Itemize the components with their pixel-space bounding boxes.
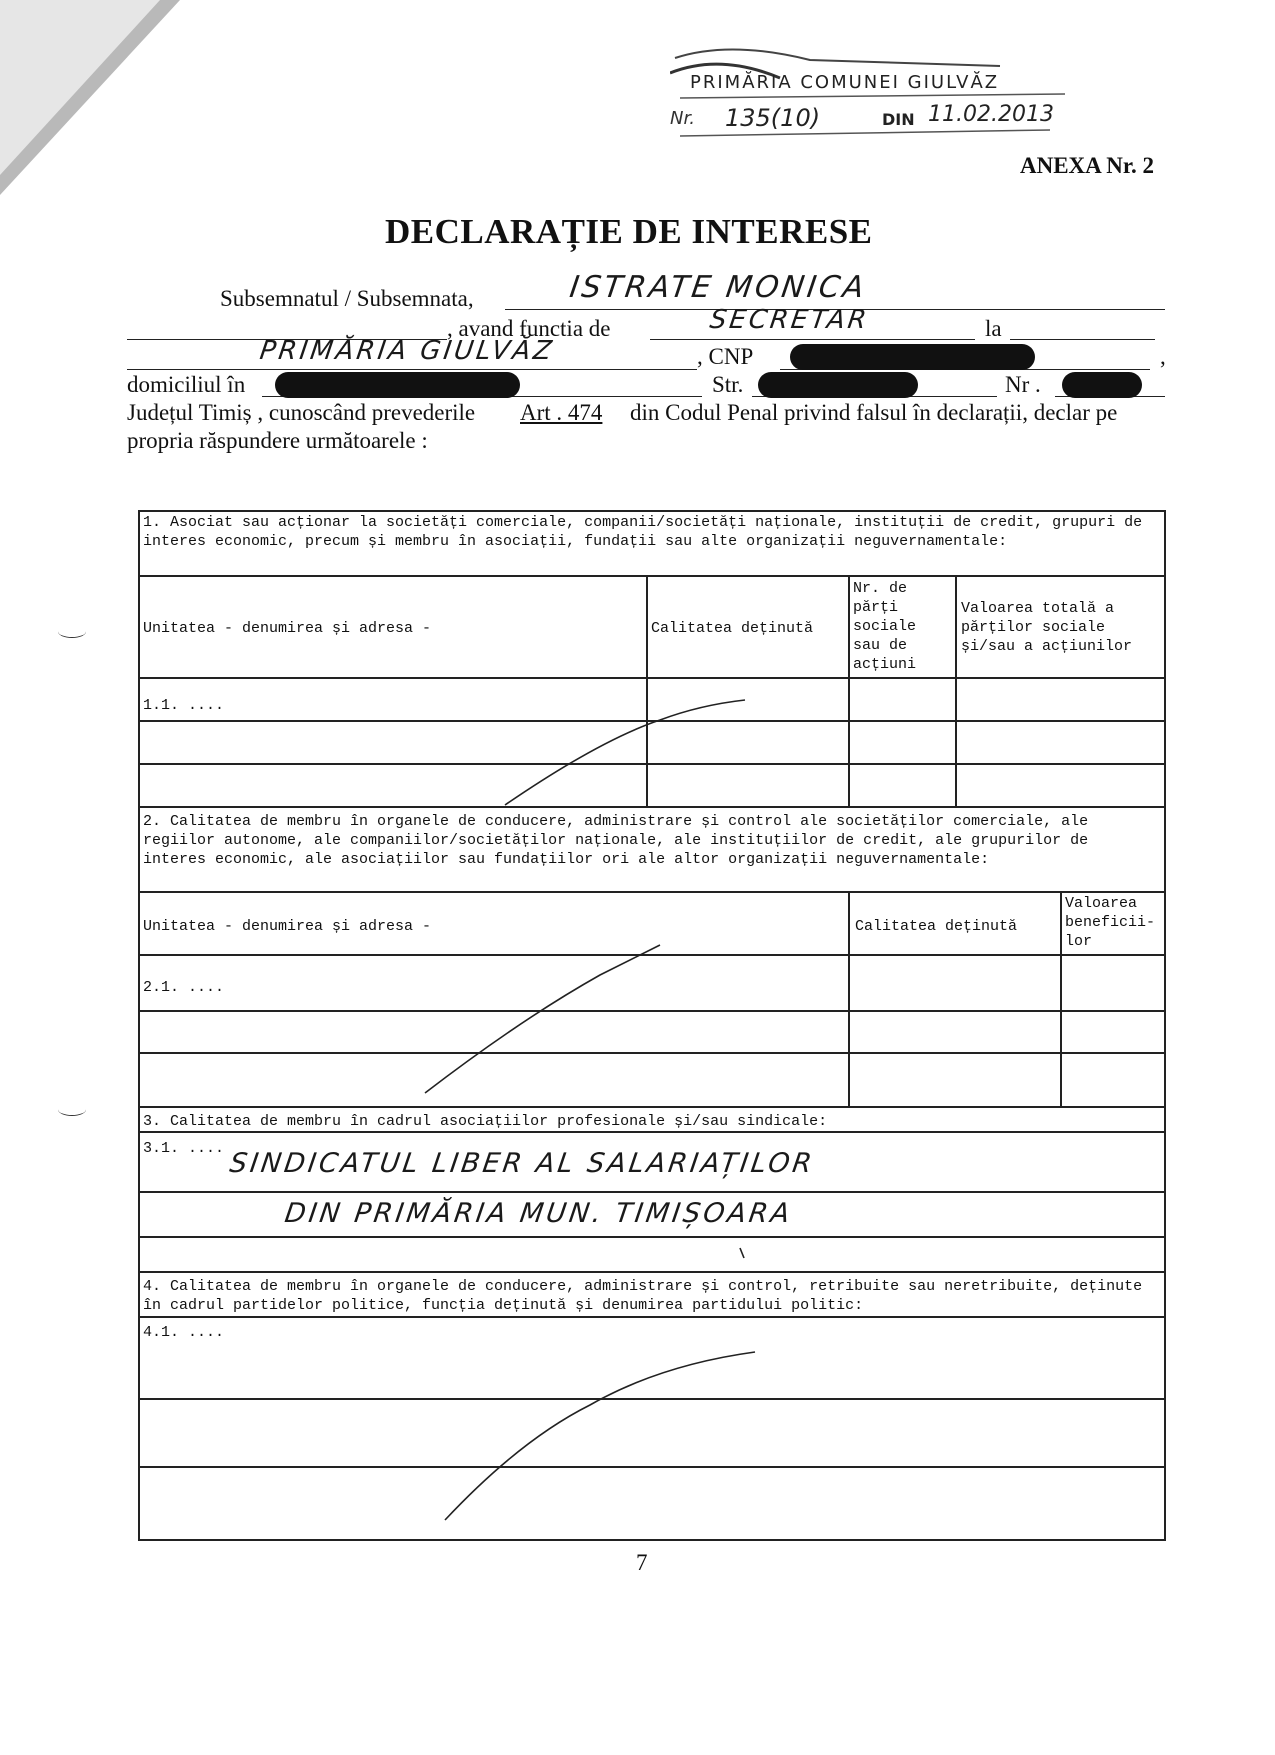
number-label: Nr . [1005, 372, 1041, 397]
section2-col-benefits: Valoarea beneficii-lor [1065, 895, 1156, 950]
judet-text: Județul Timiș , cunoscând prevederile [127, 400, 476, 425]
subsemnatul-label: Subsemnatul / Subsemnata, [220, 286, 474, 311]
declarant-function: SECRETAR [707, 305, 872, 335]
section3-handwritten-line2: DIN PRIMĂRIA MUN. TIMIȘOARA [282, 1198, 795, 1229]
stamp-line1: PRIMĂRIA COMUNEI GIULVĂZ [690, 72, 1000, 93]
section1-heading: 1. Asociat sau acționar la societăți comerciale, companii/societăți naționale, instituții de credit, grupuri de interes economic, precum și membru în asociații, fundații sau alte organizații neguvernamentale: [143, 514, 1143, 550]
stamp-din-label: DIN [882, 110, 915, 129]
la-label: la [985, 316, 1002, 341]
annex-label: ANEXA Nr. 2 [1020, 153, 1154, 178]
section3-heading: 3. Calitatea de membru în cadrul asociațiilor profesionale și/sau sindicale: [143, 1113, 828, 1130]
cnp-trailing-comma: , [1160, 344, 1166, 369]
section1-row1: 1.1. .... [143, 697, 225, 714]
section1-strike-stroke [505, 700, 745, 805]
stray-pen-mark [740, 1248, 744, 1258]
section4-heading: 4. Calitatea de membru în organele de conducere, administrare și control, retribuite sau neretribuite, deținute în cadrul partidelor politice, funcția deținută și denumirea partidului politic: [143, 1278, 1143, 1314]
section2-col-quality: Calitatea deținută [855, 918, 1018, 935]
section4-row1: 4.1. .... [143, 1324, 225, 1341]
section3-row1: 3.1. .... [143, 1140, 225, 1157]
section2-strike-stroke [425, 945, 660, 1093]
judet-text-continued: din Codul Penal privind falsul în declarații, declar pe [630, 400, 1118, 425]
section1-col-value: Valoarea totală a părților sociale și/sau a acțiunilor [961, 600, 1133, 655]
section2-row1: 2.1. .... [143, 979, 225, 996]
avand-functia-label: , avand functia de [447, 316, 611, 341]
section1-col-shares: Nr. de părți sociale sau de acțiuni [853, 580, 917, 673]
declarant-institution: PRIMĂRIA GIULVĂZ [257, 336, 557, 366]
propria-raspundere-text: propria răspundere următoarele : [127, 428, 428, 453]
section3-handwritten-line1: SINDICATUL LIBER AL SALARIAȚILOR [227, 1148, 817, 1179]
declarant-name: ISTRATE MONICA [567, 270, 869, 305]
section1-col-quality: Calitatea deținută [651, 620, 814, 637]
stamp-registration-number: 135(10) [725, 104, 821, 132]
section1-col-unit: Unitatea - denumirea și adresa - [143, 620, 432, 637]
stamp-nr-label: Nr. [670, 108, 695, 129]
stamp-date: 11.02.2013 [928, 102, 1054, 127]
domiciliul-label: domiciliul în [127, 372, 246, 397]
page-number: 7 [636, 1550, 648, 1575]
section4-strike-stroke [445, 1352, 755, 1520]
document-title: DECLARAȚIE DE INTERESE [385, 212, 873, 251]
section2-heading: 2. Calitatea de membru în organele de conducere, administrare și control ale societăților comerciale, ale regiilor autonome, ale companiilor/societăților naționale, ale instituțiilor de credit, ale grupurilor de interes economic, ale asociațiilor sau fundațiilor ori ale altor organizații neguvernamentale: [143, 813, 1089, 868]
street-label: Str. [712, 372, 744, 397]
section2-col-unit: Unitatea - denumirea și adresa - [143, 918, 432, 935]
cnp-label: , CNP [697, 344, 754, 369]
art-reference: Art . 474 [520, 400, 603, 425]
